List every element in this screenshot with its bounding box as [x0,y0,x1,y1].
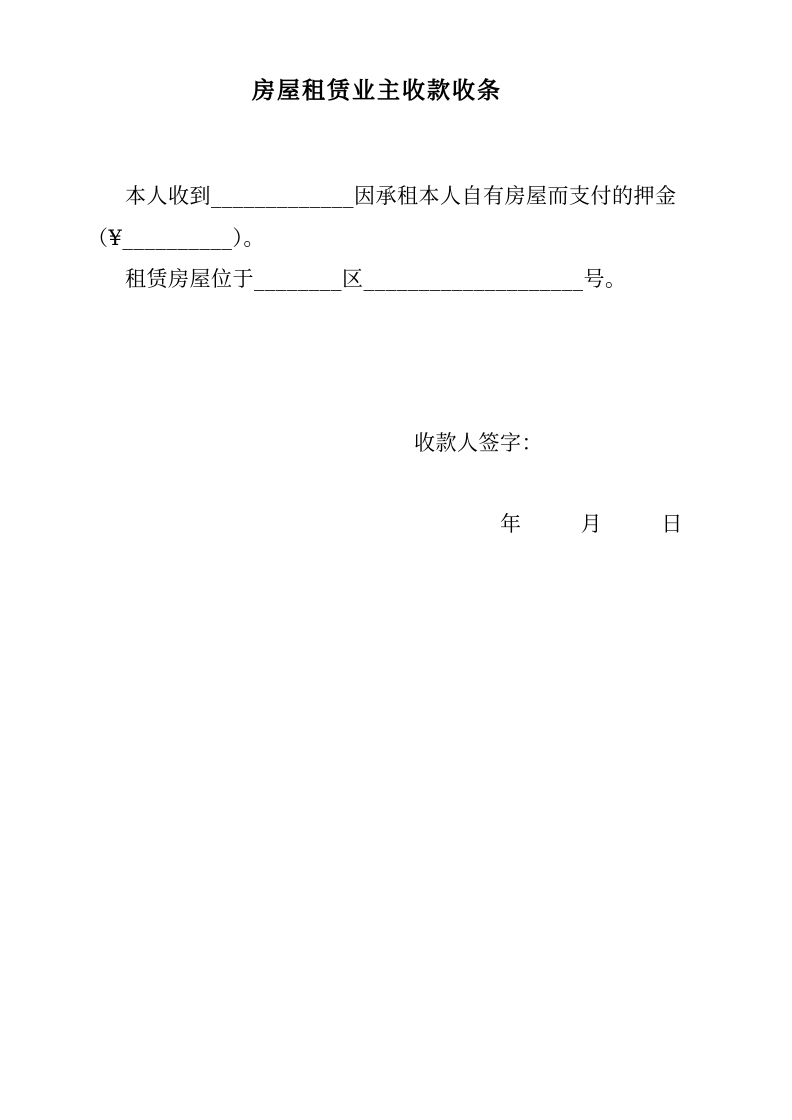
body-line-deposit: 本人收到_____________因承租本人自有房屋而支付的押金 [125,184,677,208]
date-month-label: 月 [580,512,603,536]
date-year-label: 年 [500,512,522,536]
document-title: 房屋租赁业主收款收条 [252,77,502,104]
date-day-label: 日 [661,512,683,536]
date-line [500,512,683,537]
body-line-address: 租赁房屋位于________区____________________号。 [125,267,627,291]
body-line-amount: （¥__________）。 [87,226,265,250]
signature-label: 收款人签字： [414,431,543,455]
